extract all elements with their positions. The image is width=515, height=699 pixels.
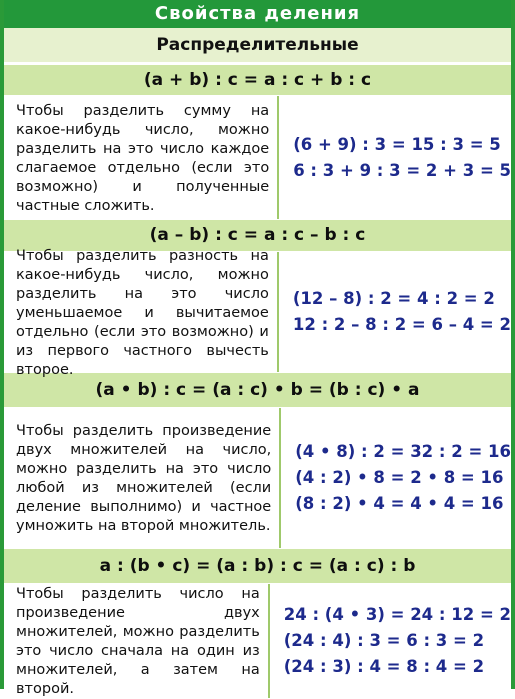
- rule-description-text-1: Чтобы разделить сумму на какое-нибудь число, можно разделить на это число каждое слагаемое отдельно (если это возможно) и полученные частные сложить.: [16, 102, 270, 214]
- rule-row-3: [4, 408, 511, 548]
- rule-examples-3: [281, 408, 511, 548]
- page-title: Свойства деления: [4, 0, 511, 28]
- rule-formula-3: (a • b) : c = (a : c) • b = (b : c) • a: [4, 372, 511, 408]
- example-line: 12 : 2 – 8 : 2 = 6 – 4 = 2: [292, 315, 511, 334]
- rule-row-1: [4, 96, 511, 219]
- rule-examples-1: [279, 96, 511, 219]
- example-line: (24 : 4) : 3 = 6 : 3 = 2: [283, 631, 485, 650]
- rule-formula-2: (a – b) : c = a : c – b : c: [4, 219, 511, 252]
- example-line: (6 + 9) : 3 = 15 : 3 = 5: [293, 134, 501, 154]
- rule-examples-4: [270, 584, 511, 698]
- section-subtitle: Распределительные: [4, 28, 511, 64]
- rule-formula-4: a : (b • c) = (a : b) : c = (a : c) : b: [4, 548, 511, 584]
- example-line: 24 : (4 • 3) = 24 : 12 = 2: [283, 605, 511, 624]
- example-line: (4 : 2) • 8 = 2 • 8 = 16: [295, 468, 504, 487]
- example-line: (24 : 3) : 4 = 8 : 4 = 2: [283, 657, 485, 676]
- rule-description-2: [4, 247, 279, 378]
- rule-description-text-2: Чтобы разделить разность на какое-нибудь число, можно разделить на это число уменьшаемое и вычитаемое отдельно (если это возможно) и из первого частного вычесть второе.: [16, 247, 269, 378]
- example-line: 6 : 3 + 9 : 3 = 2 + 3 = 5: [293, 160, 511, 180]
- example-line: (12 – 8) : 2 = 4 : 2 = 2: [292, 289, 495, 308]
- rule-description-text-3: Чтобы разделить произведение двух множителей на число, можно разделить на это число любой из множителей (если деление выполнимо) и частное умножить на второй множитель.: [16, 423, 272, 534]
- rule-formula-1: (a + b) : c = a : c + b : c: [4, 64, 511, 96]
- rule-row-4: [4, 584, 511, 698]
- rule-row-2: [4, 247, 511, 378]
- rule-description-3: [4, 408, 281, 548]
- example-line: (4 • 8) : 2 = 32 : 2 = 16: [295, 442, 511, 461]
- rule-description-4: [4, 584, 270, 698]
- rule-description-1: [4, 96, 279, 219]
- example-line: (8 : 2) • 4 = 4 • 4 = 16: [295, 494, 504, 513]
- rule-examples-2: [279, 252, 511, 372]
- rule-description-text-4: Чтобы разделить число на произведение двух множителей, можно разделить это число сначала на один из множителей, а затем на второй.: [16, 586, 260, 697]
